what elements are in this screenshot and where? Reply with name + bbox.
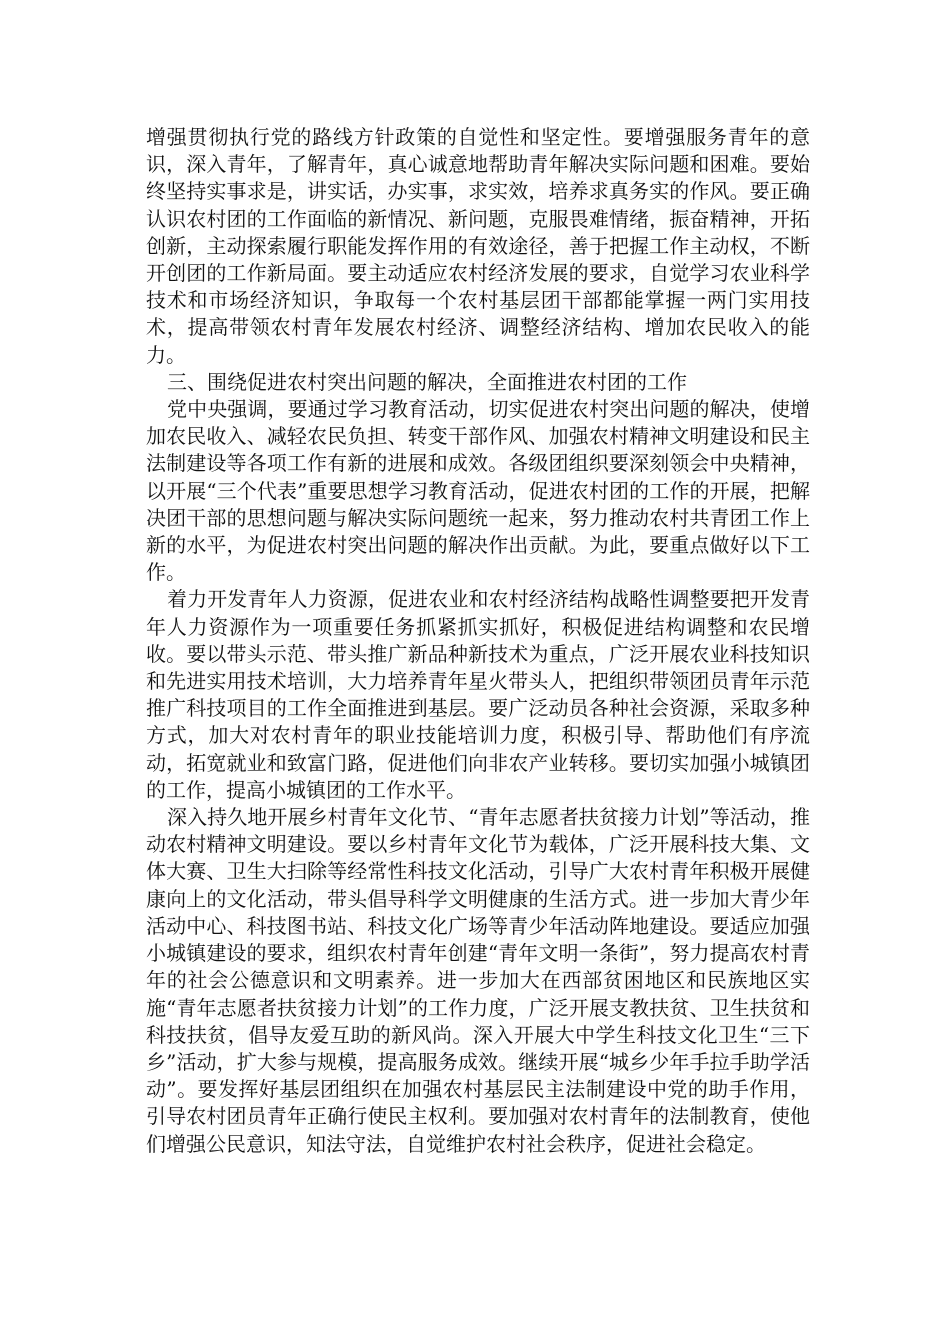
paragraph-human-resources: 着力开发青年人力资源，促进农业和农村经济结构战略性调整要把开发青年人力资源作为一项重要任务抓紧抓实抓好，积极促进结构调整和农民增收。要以带头示范、带头推广新品种新技术为重点，广泛开展农业科技知识和先进实用技术培训，大力培养青年星火带头人，把组织带领团员青年示范推广科技项目的工作全面推进到基层。要广泛动员各种社会资源，采取多种方式，加大对农村青年的职业技能培训力度，积极引导、帮助他们有序流动，拓宽就业和致富门路，促进他们向非农产业转移。要切实加强小城镇团的工作，提高小城镇团的工作水平。 [146,587,810,802]
section-heading: 三、围绕促进农村突出问题的解决，全面推进农村团的工作 [167,369,687,394]
paragraph-central-committee: 党中央强调，要通过学习教育活动，切实促进农村突出问题的解决，使增加农民收入、减轻农民负担、转变干部作风、加强农村精神文明建设和民主法制建设等各项工作有新的进展和成效。各级团组织要深刻领会中央精神，以开展“三个代表”重要思想学习教育活动，促进农村团的工作的开展，把解决团干部的思想问题与解决实际问题统一起来，努力推动农村共青团工作上新的水平，为促进农村突出问题的解决作出贡献。为此，要重点做好以下工作。 [146,397,810,585]
paragraph-culture-festival: 深入持久地开展乡村青年文化节、“青年志愿者扶贫接力计划”等活动，推动农村精神文明建设。要以乡村青年文化节为载体，广泛开展科技大集、文体大赛、卫生大扫除等经常性科技文化活动，引导广大农村青年积极开展健康向上的文化活动，带头倡导科学文明健康的生活方式。进一步加大青少年活动中心、科技图书站、科技文化广场等青少年活动阵地建设。要适应加强小城镇建设的要求，组织农村青年创建“青年文明一条街”，努力提高农村青年的社会公德意识和文明素养。进一步加大在西部贫困地区和民族地区实施“青年志愿者扶贫接力计划”的工作力度，广泛开展支教扶贫、卫生扶贫和科技扶贫，倡导友爱互助的新风尚。深入开展大中学生科技文化卫生“三下乡”活动，扩大参与规模，提高服务成效。继续开展“城乡少年手拉手助学活动”。要发挥好基层团组织在加强农村基层民主法制建设中党的助手作用，引导农村团员青年正确行使民主权利。要加强对农村青年的法制教育，使他们增强公民意识，知法守法，自觉维护农村社会秩序，促进社会稳定。 [146,805,810,1156]
document-body [146,124,810,1158]
paragraph-continuation: 增强贯彻执行党的路线方针政策的自觉性和坚定性。要增强服务青年的意识，深入青年，了解青年，真心诚意地帮助青年解决实际问题和困难。要始终坚持实事求是，讲实话，办实事，求实效，培养求真务实的作风。要正确认识农村团的工作面临的新情况、新问题，克服畏难情绪，振奋精神，开拓创新，主动探索履行职能发挥作用的有效途径，善于把握工作主动权，不断开创团的工作新局面。要主动适应农村经济发展的要求，自觉学习农业科学技术和市场经济知识，争取每一个农村基层团干部都能掌握一两门实用技术，提高带领农村青年发展农村经济、调整经济结构、增加农民收入的能力。 [146,125,810,367]
